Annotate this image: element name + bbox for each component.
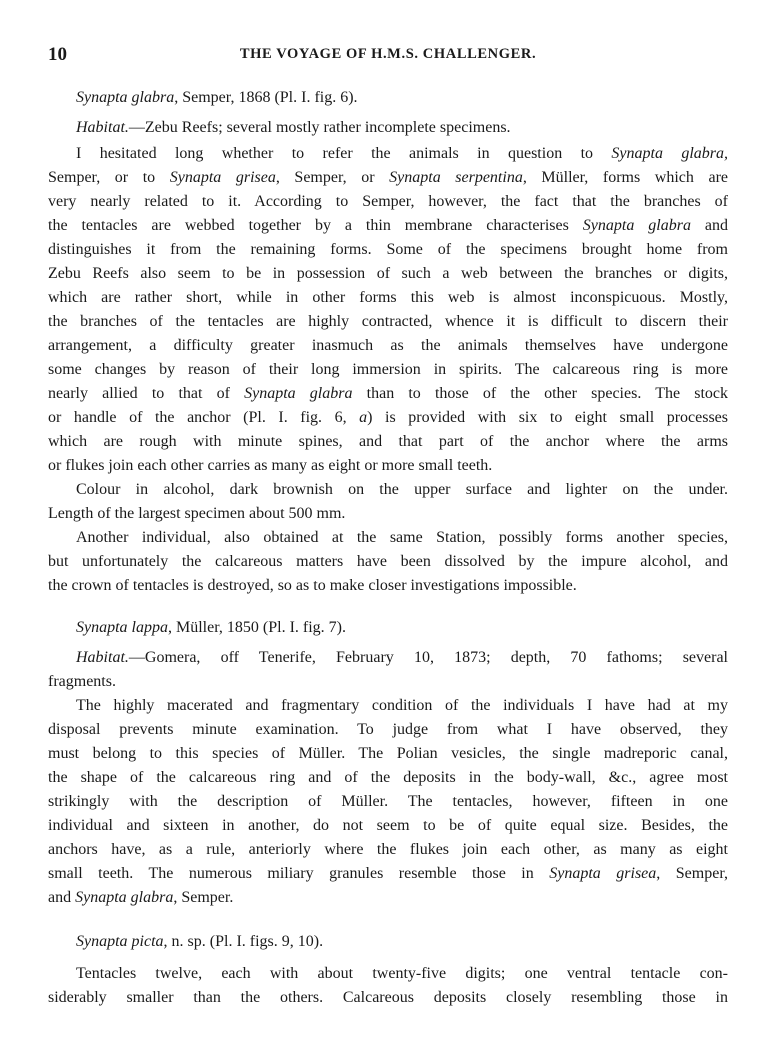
species-name: Synapta grisea [169,169,276,186]
text-line: the shape of the calcareous ring and of the deposits in the body-wall, &c., agree most [48,769,728,786]
text-line [48,382,728,406]
habitat-label: Habitat. [76,649,129,666]
text-span: and [690,217,728,234]
species-name: Synapta glabra [244,385,353,402]
text-span: , Semper, [656,865,729,882]
text-span: , Semper, or [275,169,390,186]
text-line: distinguishes it from the remaining forms. Some of the specimens brought home from [48,241,728,258]
text-line: or flukes join each other carries as many as eight or more small teeth. [48,457,493,474]
text-line: some changes by reason of their long immersion in spirits. The calcareous ring is more [48,361,728,378]
text-line: Zebu Reefs also seem to be in possession of such a web between the branches or digits, [48,265,728,282]
running-title: THE VOYAGE OF H.M.S. CHALLENGER. [239,46,537,62]
text-line: disposal prevents minute examination. To judge from what I have observed, they [48,721,728,738]
heading-citation: , Semper, 1868 (Pl. I. fig. 6). [174,89,358,106]
text-line: the crown of tentacles is destroyed, so as to make closer investigations impossible. [48,577,577,594]
species-name: Synapta lappa [76,619,168,636]
heading-citation: , n. sp. (Pl. I. figs. 9, 10). [163,933,324,950]
habitat-glabra [48,116,728,140]
text-line: which are rough with minute spines, and that part of the anchor where the arms [48,433,728,450]
text-line: anchors have, as a rule, anteriorly where the flukes join each other, as many as eight [48,841,728,858]
text-span: small teeth. The numerous miliary granules resemble those in [48,865,550,882]
habitat-lappa [48,646,728,670]
text-line: The highly macerated and fragmentary condition of the individuals I have had at my [76,697,728,714]
text-span: I hesitated long whether to refer the animals in question to [76,145,612,162]
text-line: the branches of the tentacles are highly contracted, whence it is difficult to discern their [48,313,728,330]
species-name: Synapta serpentina [389,169,523,186]
species-name: Synapta glabra [75,889,174,906]
text-line: must belong to this species of Müller. The Polian vesicles, the single madreporic canal, [48,745,728,762]
habitat-label: Habitat. [76,119,129,136]
text-line [48,166,728,190]
text-line [48,214,728,238]
text-line: siderably smaller than the others. Calcareous deposits closely resembling those in [48,989,728,1006]
text-line [48,406,728,430]
habitat-text: —Zebu Reefs; several mostly rather incomplete specimens. [128,119,511,136]
species-name: Synapta grisea [549,865,657,882]
text-line [48,862,728,886]
text-span: Semper, or to [48,169,170,186]
text-line: Length of the largest specimen about 500 mm. [48,505,346,522]
text-line: but unfortunately the calcareous matters have been dissolved by the impure alcohol, and [48,553,728,570]
habitat-text: —Gomera, off Tenerife, February 10, 1873; depth, 70 fathoms; several [128,649,728,666]
text-span: nearly allied to that of [48,385,245,402]
text-span: ) is provided with six to eight small processes [367,409,729,426]
text-span: , Semper. [173,889,234,906]
text-line: very nearly related to it. According to Semper, however, the fact that the branches of [48,193,728,210]
text-line: which are rather short, while in other forms this web is almost inconspicuous. Mostly, [48,289,728,306]
species-name: Synapta picta [76,933,164,950]
species-name: Synapta glabra [582,217,691,234]
running-head [48,44,728,66]
text-span: , Müller, forms which are [522,169,728,186]
text-line: fragments. [48,673,116,690]
heading-citation: , Müller, 1850 (Pl. I. fig. 7). [168,619,347,636]
text-span: and [48,889,76,906]
text-line [48,886,728,910]
text-line: individual and sixteen in another, do not seem to be of quite equal size. Besides, the [48,817,728,834]
text-line: Another individual, also obtained at the same Station, possibly forms another species, [76,529,728,546]
figure-letter: a [359,409,368,426]
page-number: 10 [48,44,67,65]
text-span: the tentacles are webbed together by a thin membrane characterises [48,217,583,234]
text-line: Tentacles twelve, each with about twenty-five digits; one ventral tentacle con- [76,965,728,982]
text-line: arrangement, a difficulty greater inasmuch as the animals themselves have undergone [48,337,728,354]
species-heading-glabra [48,86,728,110]
species-heading-picta [48,930,728,954]
text-span: or handle of the anchor (Pl. I. fig. 6, [48,409,360,426]
species-name: Synapta glabra [76,89,175,106]
species-heading-lappa [48,616,728,640]
text-line: strikingly with the description of Müller. The tentacles, however, fifteen in one [48,793,728,810]
text-span: than to those of the other species. The stock [352,385,729,402]
text-line: Colour in alcohol, dark brownish on the upper surface and lighter on the under. [76,481,728,498]
text-line [48,142,728,166]
species-name: Synapta glabra, [611,145,729,162]
